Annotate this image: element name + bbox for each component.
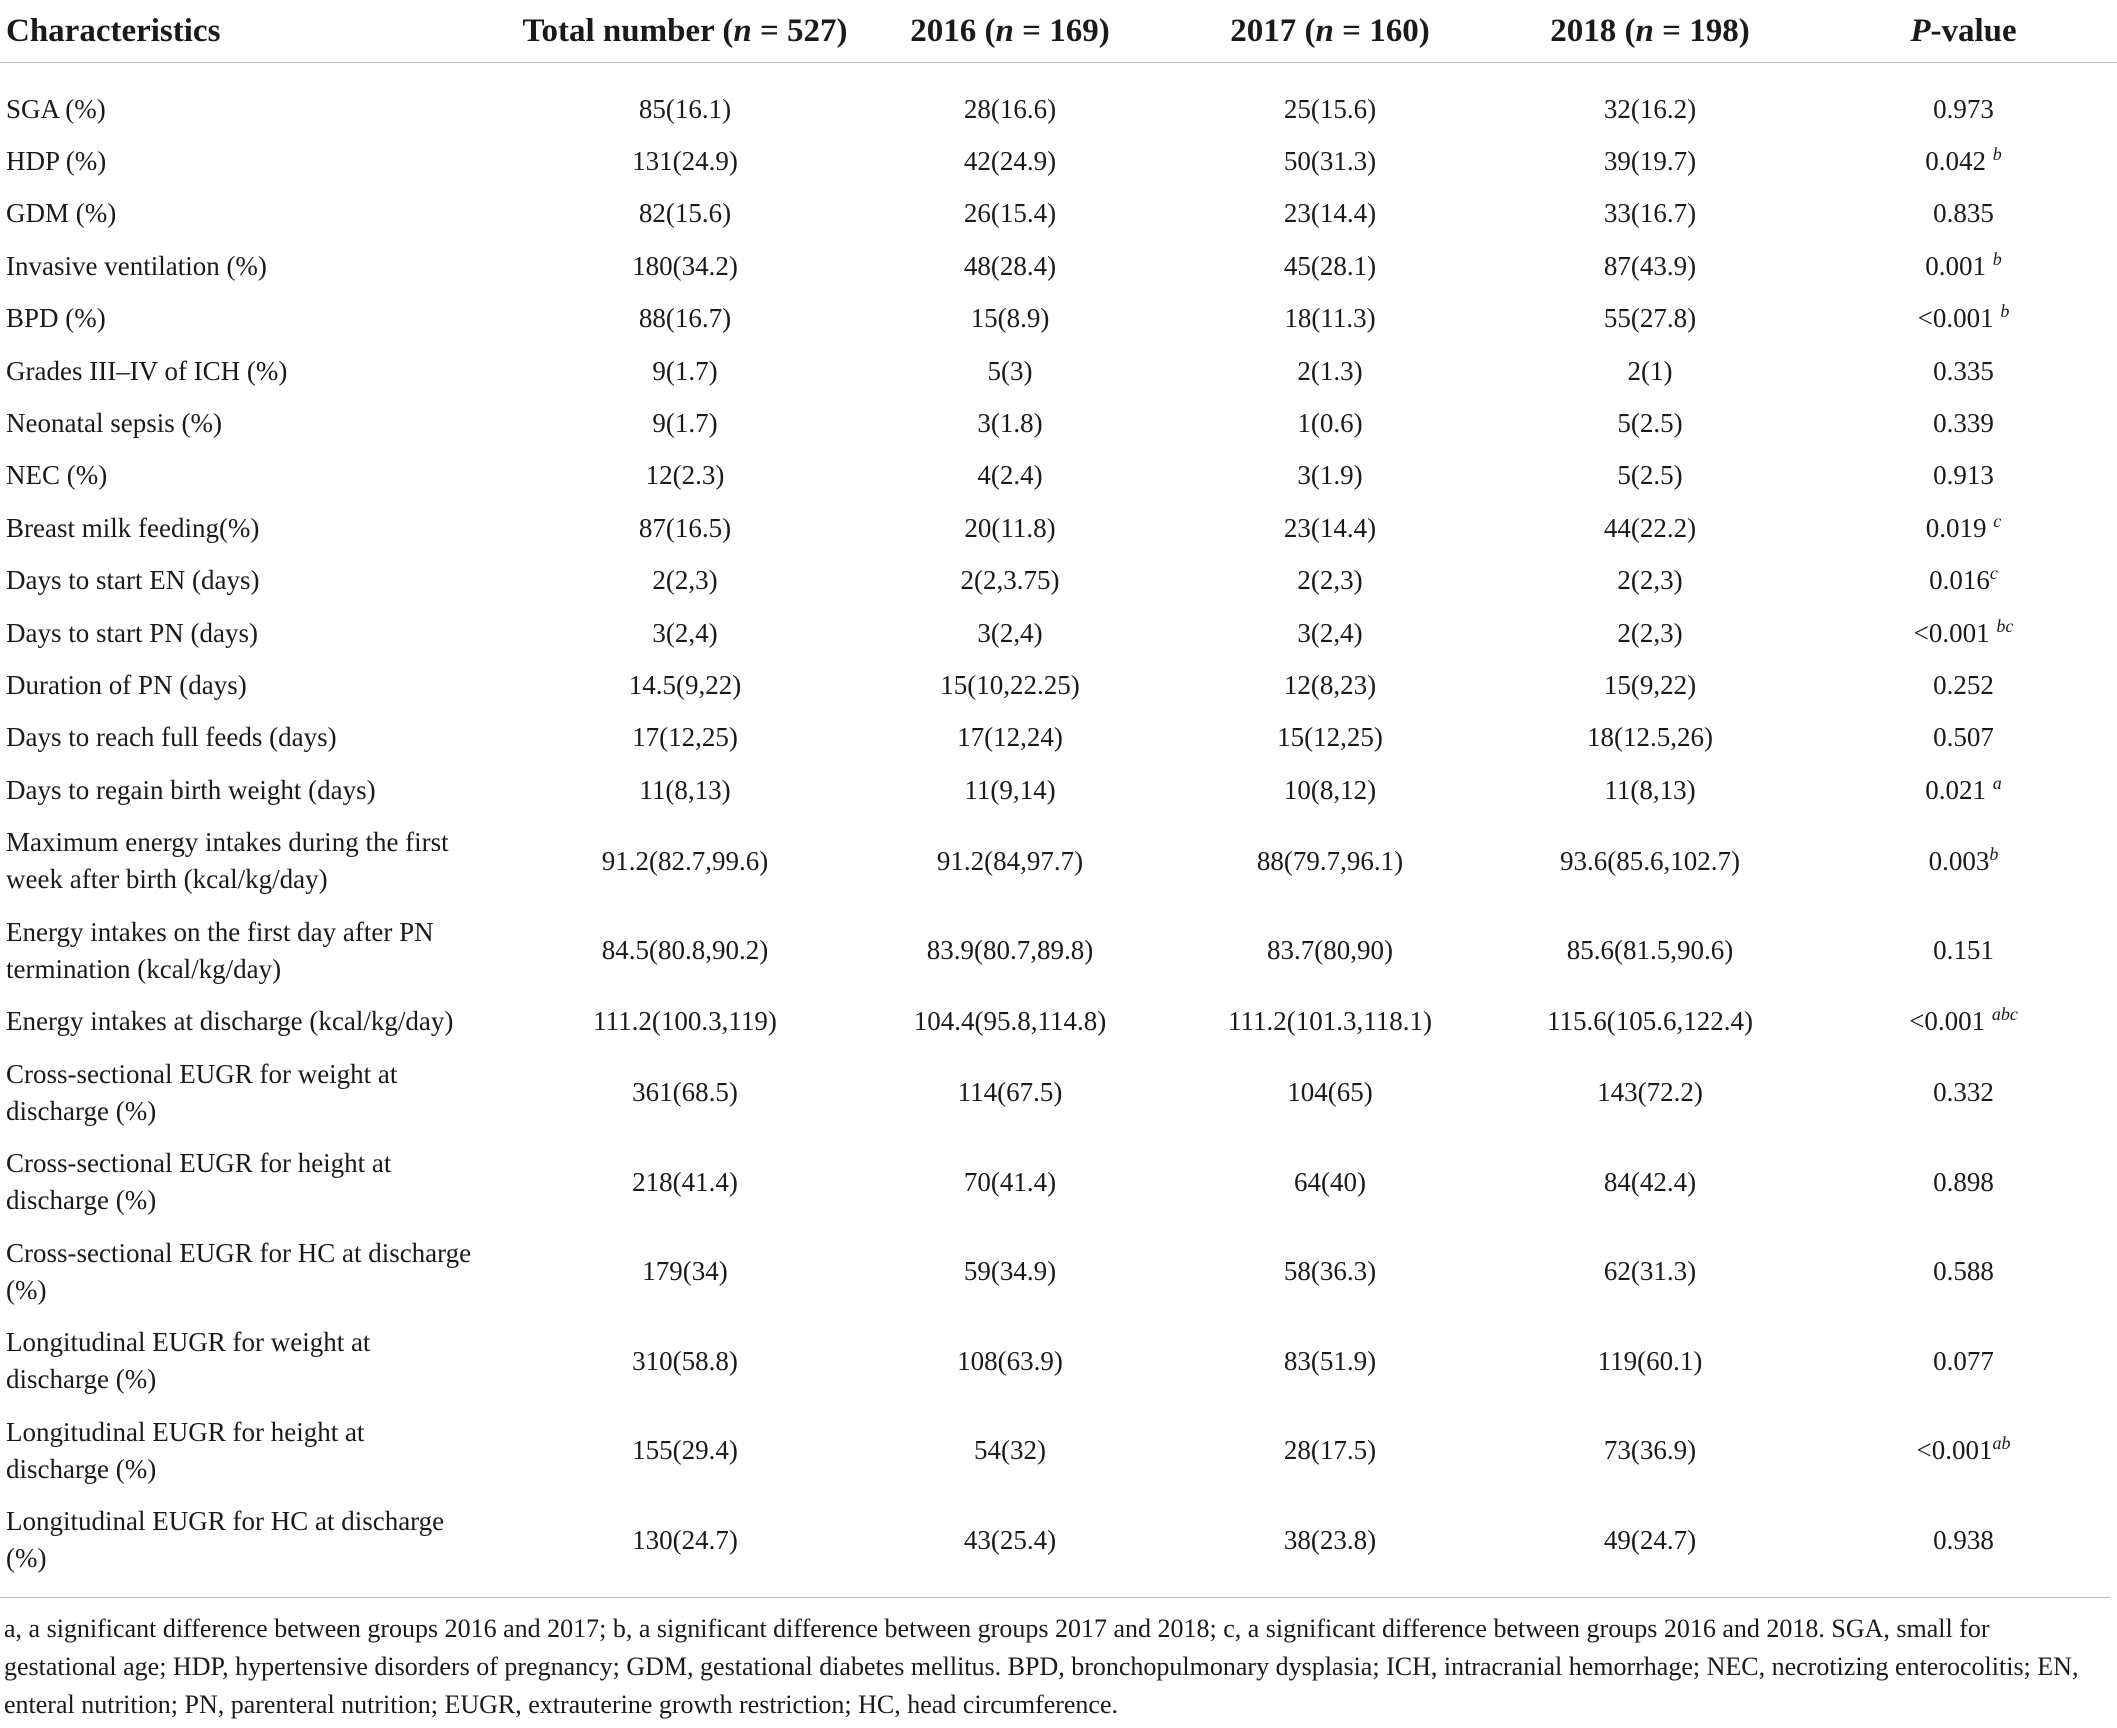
cell-y2018: 84(42.4) [1603,1166,1697,1197]
cell-y2016: 11(9,14) [964,774,1056,805]
row-label-line-1: Energy intakes on the first day after PN [6,916,434,947]
cell-y2018: 87(43.9) [1603,250,1697,281]
table-row [0,135,2117,187]
row-label-line-2: discharge (%) [6,1453,157,1484]
cell-total: 11(8,13) [639,774,731,805]
significance-marker: bc [1996,615,2014,636]
cell-total: 179(34) [642,1256,728,1287]
row-label: Days to reach full feeds (days) [6,722,337,753]
table-row [0,240,2117,292]
p-value-text: 0.252 [1933,669,1994,700]
cell-y2018: 73(36.9) [1603,1435,1697,1466]
row-label-line-1: Longitudinal EUGR for height at [6,1416,365,1447]
cell-total: 87(16.5) [638,512,732,543]
cell-y2016: 108(63.9) [957,1345,1063,1376]
cell-y2016: 3(2,4) [977,617,1043,648]
header-total: Total number (n = 527) [520,0,850,63]
table-row [0,397,2117,449]
cell-total: 9(1.7) [652,355,718,386]
cell-p-value [1810,293,2117,345]
table-header [0,0,2117,63]
cell-p-value [1810,659,2117,711]
cell-y2018: 11(8,13) [1604,774,1696,805]
row-label: BPD (%) [6,303,106,334]
row-label-line-1: Cross-sectional EUGR for height at [6,1148,392,1179]
cell-y2018: 115.6(105.6,122.4) [1547,1006,1753,1037]
cell-y2017: 104(65) [1287,1077,1373,1108]
cell-y2017: 10(8,12) [1283,774,1377,805]
cell-p-value [1810,1048,2117,1138]
row-label [0,816,520,906]
cell-y2018: 32(16.2) [1603,93,1697,124]
cell-y2016: 83.9(80.7,89.8) [926,935,1094,966]
cell-y2016: 59(34.9) [963,1256,1057,1287]
cell-p-value [1810,1137,2117,1227]
table-row [0,293,2117,345]
cell-total: 12(2.3) [645,460,725,491]
table-row [0,1227,2117,1317]
cell-p-value [1810,1227,2117,1317]
cell-p-value [1810,502,2117,554]
cell-total: 180(34.2) [632,250,738,281]
cell-y2016: 15(8.9) [970,303,1050,334]
cell-y2018: 18(12.5,26) [1587,722,1713,753]
cell-p-value [1810,135,2117,187]
row-label [0,1495,520,1585]
cell-total: 130(24.7) [632,1524,738,1555]
cell-y2018: 85.6(81.5,90.6) [1566,935,1734,966]
cell-y2017: 64(40) [1294,1166,1366,1197]
p-value-text: 0.151 [1933,935,1994,966]
cell-total: 14.5(9,22) [628,669,742,700]
cell-y2017: 45(28.1) [1283,250,1377,281]
row-label-line-1: Longitudinal EUGR for weight at [6,1327,371,1358]
cell-p-value [1810,1316,2117,1406]
cell-y2016: 42(24.9) [963,146,1057,177]
row-label: Neonatal sepsis (%) [6,408,222,439]
cell-y2016: 43(25.4) [963,1524,1057,1555]
significance-marker: abc [1991,1004,2018,1025]
header-characteristics: Characteristics [0,0,520,63]
cell-y2017: 25(15.6) [1283,93,1377,124]
row-label-line-1: Maximum energy intakes during the first [6,827,449,858]
header-row [0,0,2117,63]
row-label: Days to regain birth weight (days) [6,774,376,805]
row-label-line-2: discharge (%) [6,1095,157,1126]
table-row [0,188,2117,240]
cell-total: 310(58.8) [632,1345,738,1376]
row-label-line-2: week after birth (kcal/kg/day) [6,864,328,895]
table-footnote [0,1597,2110,1724]
p-value-text: <0.001 [1913,617,1997,648]
cell-p-value [1810,188,2117,240]
p-value-text: 0.077 [1933,1345,1994,1376]
cell-y2017: 38(23.8) [1283,1524,1377,1555]
cell-p-value [1810,1495,2117,1585]
p-value-text: 0.042 [1925,146,1993,177]
row-label: Days to start PN (days) [6,617,258,648]
p-value-text: 0.507 [1933,722,1994,753]
table-row [0,450,2117,502]
cell-y2018: 2(2,3) [1617,565,1683,596]
cell-y2018: 44(22.2) [1603,512,1697,543]
cell-p-value [1810,906,2117,996]
cell-y2017: 88(79.7,96.1) [1256,845,1404,876]
table-row [0,995,2117,1047]
cell-y2018: 2(2,3) [1617,617,1683,648]
cell-y2018: 119(60.1) [1597,1345,1703,1376]
row-label: Duration of PN (days) [6,669,247,700]
cell-total: 91.2(82.7,99.6) [601,845,769,876]
cell-p-value [1810,712,2117,764]
cell-p-value [1810,345,2117,397]
cell-total: 155(29.4) [632,1435,738,1466]
row-label-line-2: discharge (%) [6,1185,157,1216]
row-label [0,1227,520,1317]
cell-y2017: 23(14.4) [1283,512,1377,543]
cell-total: 218(41.4) [632,1166,738,1197]
cell-total: 88(16.7) [638,303,732,334]
row-label [0,1048,520,1138]
significance-marker: b [2000,301,2010,322]
table-row [0,345,2117,397]
cell-y2016: 28(16.6) [963,93,1057,124]
p-value-text: <0.001 [1917,303,2001,334]
cell-y2018: 39(19.7) [1603,146,1697,177]
cell-p-value [1810,63,2117,136]
cell-y2017: 23(14.4) [1283,198,1377,229]
table-row [0,1495,2117,1585]
cell-y2016: 4(2.4) [977,460,1043,491]
p-value-text: 0.001 [1925,250,1993,281]
cell-y2016: 104.4(95.8,114.8) [913,1006,1107,1037]
p-value-text: 0.332 [1933,1077,1994,1108]
table-row [0,1137,2117,1227]
p-value-text: 0.335 [1933,355,1994,386]
row-label: GDM (%) [6,198,117,229]
cell-y2018: 15(9,22) [1603,669,1697,700]
cell-y2017: 12(8,23) [1283,669,1377,700]
cell-y2018: 5(2.5) [1617,408,1683,439]
table-row [0,816,2117,906]
cell-y2017: 111.2(101.3,118.1) [1228,1006,1432,1037]
p-value-text: 0.016 [1929,565,1990,596]
cell-total: 17(12,25) [632,722,738,753]
row-label-line-1: Longitudinal EUGR for HC at discharge [6,1506,445,1537]
cell-y2018: 143(72.2) [1597,1077,1703,1108]
cell-y2016: 26(15.4) [963,198,1057,229]
table-row [0,659,2117,711]
cell-p-value [1810,555,2117,607]
table-row [0,1048,2117,1138]
significance-marker: c [1989,563,1998,584]
cell-y2017: 3(2,4) [1297,617,1363,648]
row-label-line-2: (%) [6,1274,47,1305]
cell-y2017: 83(51.9) [1283,1345,1377,1376]
table-row [0,63,2117,136]
cell-y2017: 3(1.9) [1297,460,1363,491]
cell-p-value [1810,764,2117,816]
row-label: NEC (%) [6,460,108,491]
cell-total: 9(1.7) [652,408,718,439]
cell-y2016: 70(41.4) [963,1166,1057,1197]
cell-y2018: 2(1) [1627,355,1673,386]
cell-y2016: 3(1.8) [977,408,1043,439]
p-value-text: 0.021 [1925,774,1993,805]
header-p-value: P-value [1810,0,2117,63]
significance-marker: ab [1992,1433,2011,1454]
cell-y2017: 50(31.3) [1283,146,1377,177]
header-2017: 2017 (n = 160) [1170,0,1490,63]
cell-y2016: 91.2(84,97.7) [936,845,1084,876]
cell-total: 131(24.9) [632,146,738,177]
cell-y2017: 18(11.3) [1284,303,1376,334]
row-label [0,1406,520,1496]
header-2016: 2016 (n = 169) [850,0,1170,63]
p-value-text: 0.973 [1933,93,1994,124]
cell-y2018: 55(27.8) [1603,303,1697,334]
p-value-text: <0.001 [1909,1006,1992,1037]
cell-y2017: 58(36.3) [1283,1256,1377,1287]
cell-y2018: 5(2.5) [1617,460,1683,491]
table-row [0,502,2117,554]
table-row [0,906,2117,996]
cell-y2017: 2(2,3) [1297,565,1363,596]
significance-marker: b [1992,144,2002,165]
cell-total: 361(68.5) [632,1077,738,1108]
row-label-line-2: termination (kcal/kg/day) [6,953,282,984]
p-value-text: 0.835 [1933,198,1994,229]
cell-y2016: 2(2,3.75) [960,565,1060,596]
cell-p-value [1810,816,2117,906]
cell-p-value [1810,607,2117,659]
cell-y2016: 54(32) [974,1435,1046,1466]
cell-y2016: 17(12,24) [957,722,1063,753]
row-label-line-2: discharge (%) [6,1364,157,1395]
row-label: Grades III–IV of ICH (%) [6,355,288,386]
footnote-text: a, a significant difference between groups 2016 and 2017; b, a significant difference between groups 2017 and 2018; c, a significant difference between groups 2016 and 2018. SGA, small for gestational age; HDP, hypertensive disorders of pregnancy; GDM, gestational diabetes mellitus. BPD, bronchopulmonary dysplasia; ICH, intracranial hemorrhage; NEC, necrotizing enterocolitis; EN, enteral nutrition; PN, parenteral nutrition; EUGR, extrauterine growth restriction; HC, head circumference. [4,1614,2079,1719]
cell-total: 2(2,3) [652,565,718,596]
cell-y2016: 114(67.5) [957,1077,1063,1108]
p-value-text: 0.003 [1928,845,1990,876]
cell-p-value [1810,995,2117,1047]
cell-y2017: 83.7(80,90) [1267,935,1393,966]
row-label-line-1: Cross-sectional EUGR for weight at [6,1058,398,1089]
table-row [0,607,2117,659]
row-label: SGA (%) [6,93,106,124]
row-label-line-2: (%) [6,1543,47,1574]
row-label [0,906,520,996]
p-value-text: 0.938 [1933,1524,1994,1555]
p-value-text: 0.588 [1933,1256,1994,1287]
cell-total: 111.2(100.3,119) [593,1006,777,1037]
table-row [0,555,2117,607]
cell-y2017: 2(1.3) [1297,355,1363,386]
significance-marker: a [1992,772,2002,793]
table-row [0,1316,2117,1406]
cell-y2016: 48(28.4) [963,250,1057,281]
p-value-text: 0.339 [1933,408,1994,439]
p-value-text: 0.913 [1933,460,1994,491]
cell-y2018: 93.6(85.6,102.7) [1560,845,1740,876]
cell-total: 3(2,4) [652,617,718,648]
cell-y2018: 62(31.3) [1603,1256,1697,1287]
row-label [0,1137,520,1227]
cell-y2016: 15(10,22.25) [940,669,1080,700]
significance-marker: b [1989,843,1999,864]
cell-total: 84.5(80.8,90.2) [601,935,769,966]
cell-total: 82(15.6) [638,198,732,229]
cell-p-value [1810,450,2117,502]
cell-y2016: 20(11.8) [964,512,1056,543]
cell-y2017: 28(17.5) [1283,1435,1377,1466]
cell-total: 85(16.1) [638,93,732,124]
row-label: Energy intakes at discharge (kcal/kg/day) [6,1006,454,1037]
cell-y2018: 33(16.7) [1603,198,1697,229]
cell-y2017: 15(12,25) [1277,722,1383,753]
p-value-text: 0.898 [1933,1166,1994,1197]
significance-marker: c [1993,510,2002,531]
row-label: Invasive ventilation (%) [6,250,267,281]
cell-y2016: 5(3) [987,355,1033,386]
cell-y2017: 1(0.6) [1297,408,1363,439]
row-label-line-1: Cross-sectional EUGR for HC at discharge [6,1237,472,1268]
p-value-text: <0.001 [1916,1435,1993,1466]
cell-p-value [1810,240,2117,292]
row-label: Days to start EN (days) [6,565,260,596]
table-row [0,764,2117,816]
cell-p-value [1810,397,2117,449]
table-row [0,1406,2117,1496]
table-body [0,63,2117,1585]
table-row [0,712,2117,764]
row-label [0,1316,520,1406]
significance-marker: b [1992,248,2002,269]
row-label: Breast milk feeding(%) [6,512,260,543]
p-value-text: 0.019 [1925,512,1994,543]
cell-p-value [1810,1406,2117,1496]
header-2018: 2018 (n = 198) [1490,0,1810,63]
cell-y2018: 49(24.7) [1603,1524,1697,1555]
row-label: HDP (%) [6,146,107,177]
